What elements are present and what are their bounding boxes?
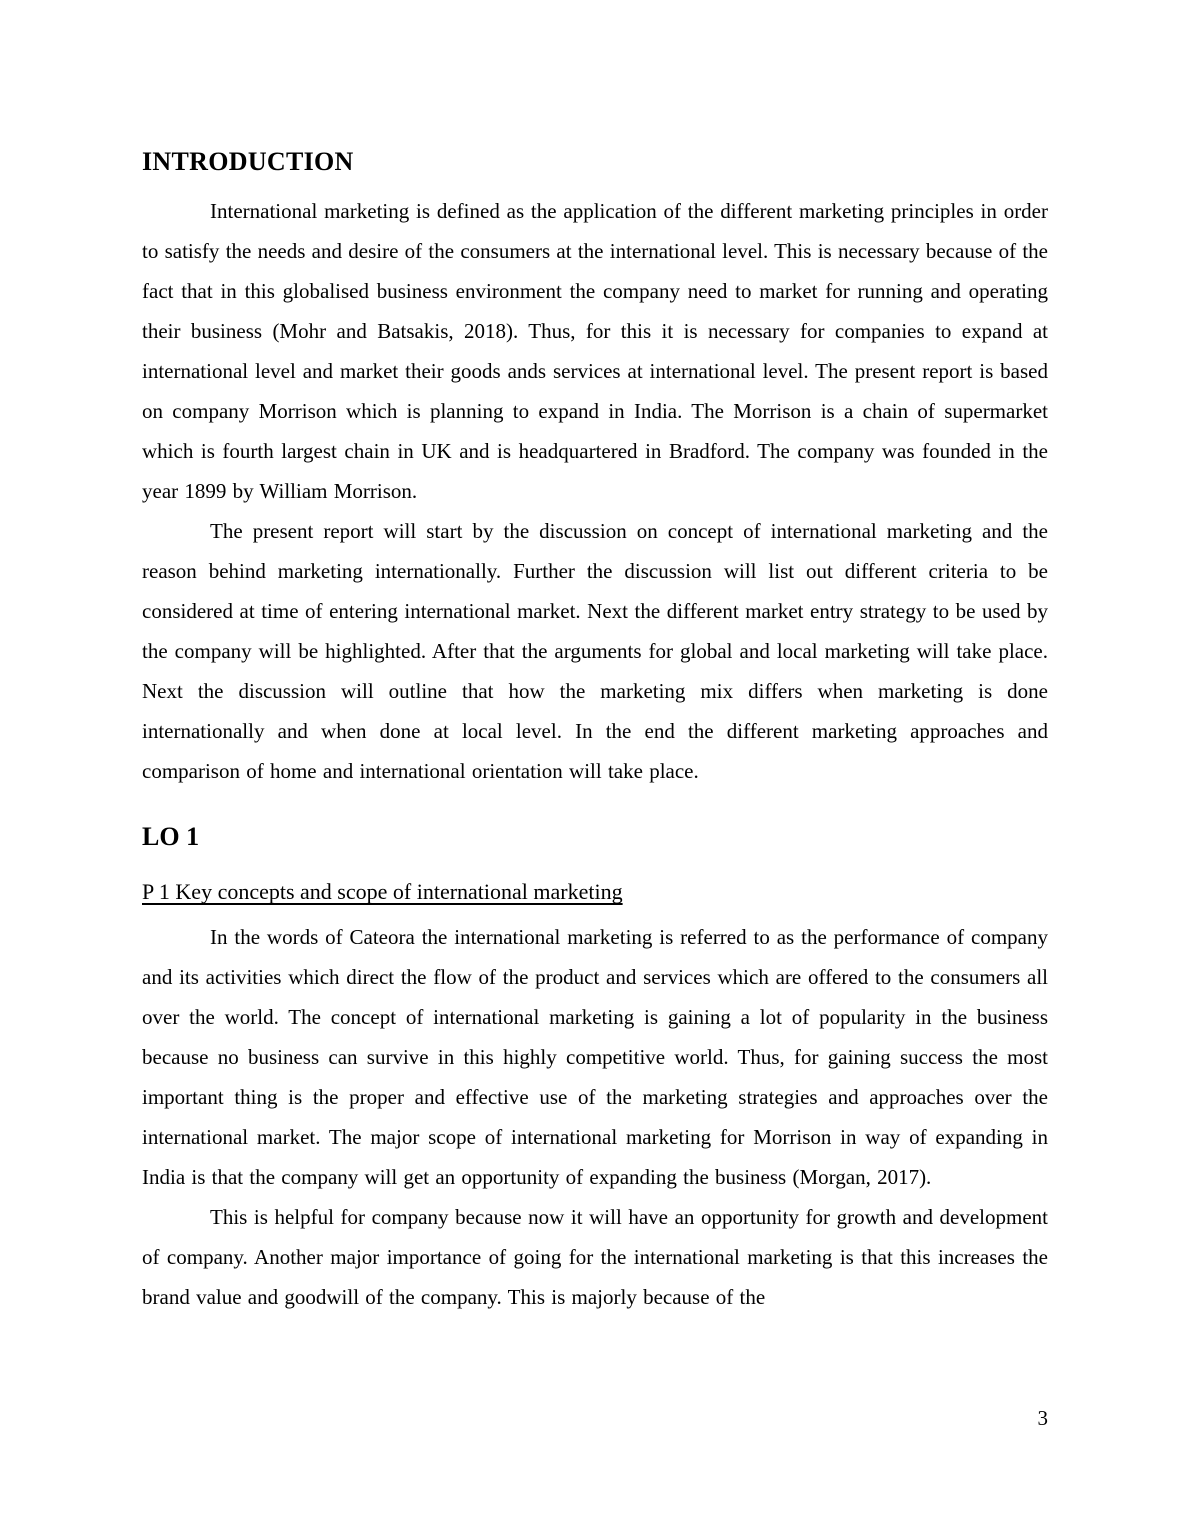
lo1-paragraph-2: This is helpful for company because now it will have an opportunity for growth and development of company. Another major importance of going for the international marketing is that this increases the brand value and goodwill of the company. This is majorly because of the <box>142 1204 1048 1309</box>
subsection-heading-p1-key-concepts: P 1 Key concepts and scope of international marketing <box>142 879 623 905</box>
section-heading-lo1: LO 1 <box>142 822 200 852</box>
lo1-paragraph-1: In the words of Cateora the international marketing is referred to as the performance of company and its activities which direct the flow of the product and services which are offered to the consumers all over the world. The concept of international marketing is gaining a lot of popularity in the business because no business can survive in this highly competitive world. Thus, for gaining success the most important thing is the proper and effective use of the marketing strategies and approaches over the international market. The major scope of international marketing for Morrison in way of expanding in India is that the company will get an opportunity of expanding the business (Morgan, 2017). <box>142 924 1048 1189</box>
page-number: 3 <box>1037 1406 1048 1430</box>
intro-paragraph-1: International marketing is defined as the application of the different marketing principles in order to satisfy the needs and desire of the consumers at the international level. This is necessary because of the fact that in this globalised business environment the company need to market for running and operating their business (Mohr and Batsakis, 2018). Thus, for this it is necessary for companies to expand at international level and market their goods ands services at international level. The present report is based on company Morrison which is planning to expand in India. The Morrison is a chain of supermarket which is fourth largest chain in UK and is headquartered in Bradford. The company was founded in the year 1899 by William Morrison. <box>142 199 1048 504</box>
intro-paragraph-2: The present report will start by the discussion on concept of international marketing and the reason behind marketing internationally. Further the discussion will list out different criteria to be considered at time of entering international market. Next the different market entry strategy to be used by the company will be highlighted. After that the arguments for global and local marketing will take place. Next the discussion will outline that how the marketing mix differs when marketing is done internationally and when done at local level. In the end the different marketing approaches and comparison of home and international orientation will take place. <box>142 519 1048 784</box>
section-heading-introduction: INTRODUCTION <box>142 147 354 176</box>
